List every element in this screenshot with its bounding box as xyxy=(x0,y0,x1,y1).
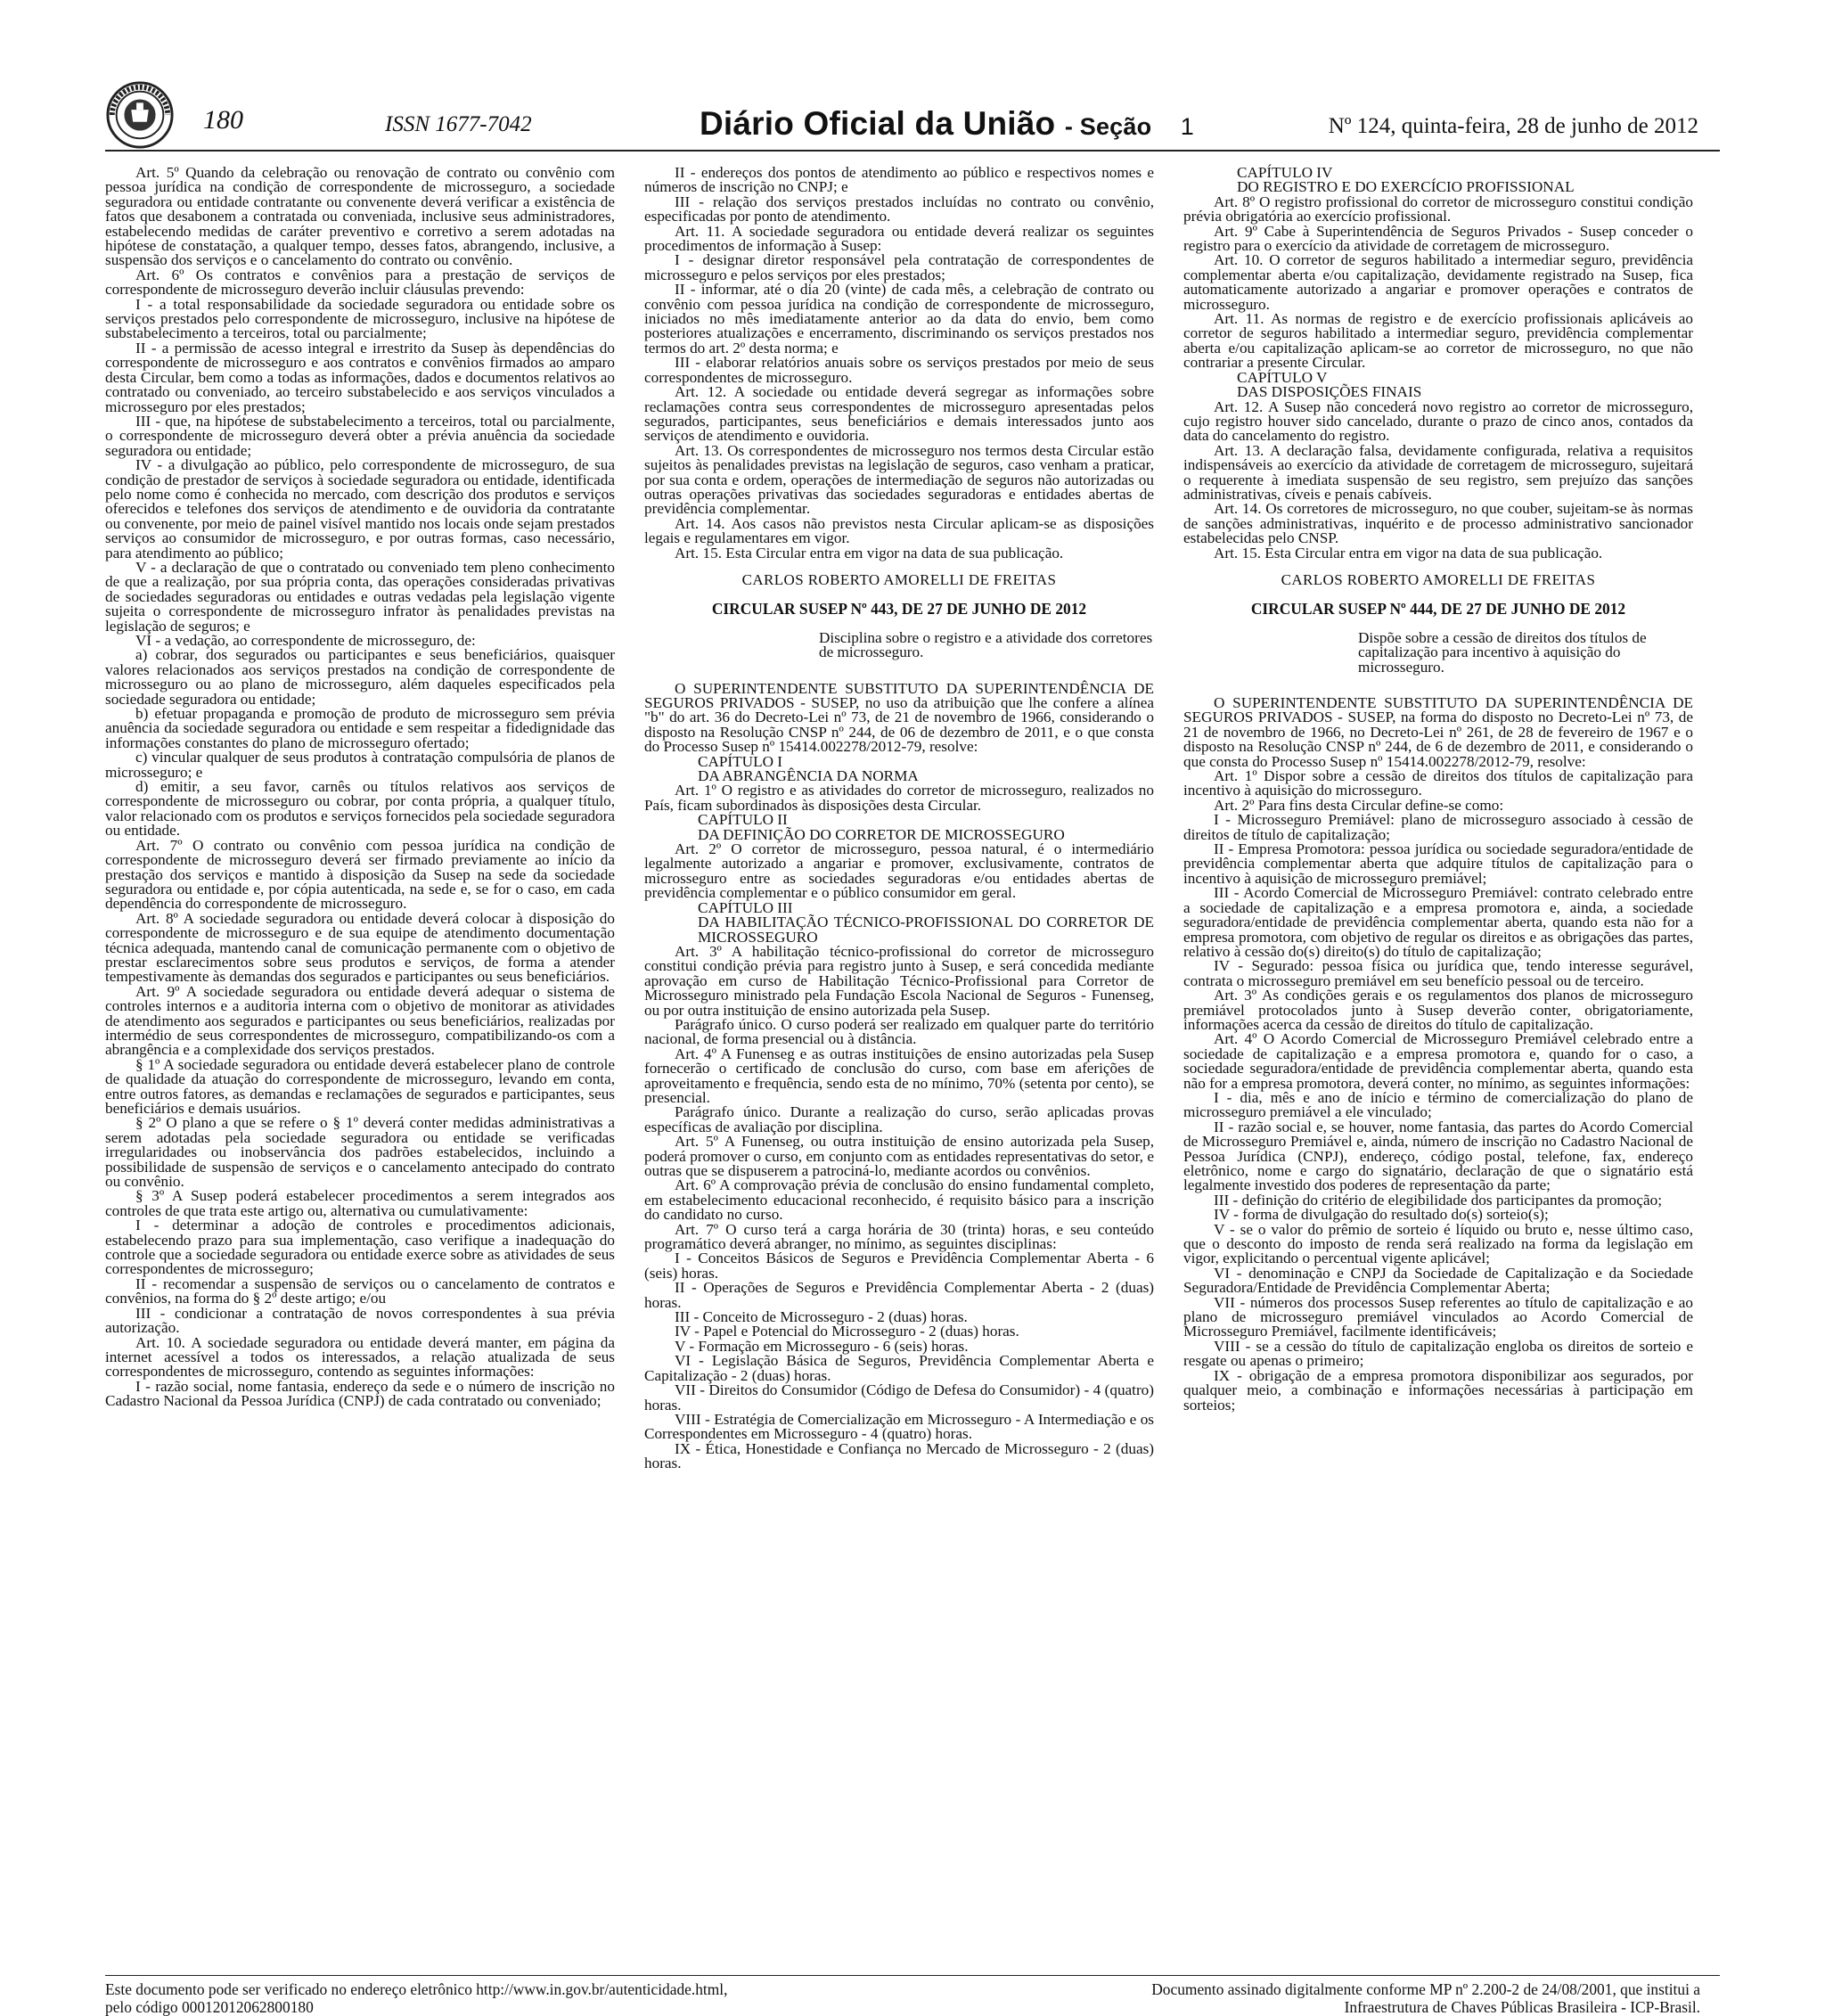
paragraph: Art. 15. Esta Circular entra em vigor na data de sua publicação. xyxy=(675,544,1064,561)
paragraph: Art. 13. A declaração falsa, devidamente configurada, relativa a requisitos indispensáveis ao exercício da atividade de corretagem de microsseguro, sujeitará o requerente à imediata suspensão de seu registro, sem prejuízo das sanções administrativas, cíveis e penais cabíveis. xyxy=(1183,441,1693,503)
chapter-heading: DO REGISTRO E DO EXERCÍCIO PROFISSIONAL xyxy=(1237,178,1575,196)
circular-444-title: CIRCULAR SUSEP Nº 444, DE 27 DE JUNHO DE 2012 xyxy=(1250,600,1626,619)
paragraph: § 3º A Susep poderá estabelecer procedimentos a serem integrados aos controles de que trata este artigo ou, alternativa ou cumulativamente: xyxy=(105,1187,615,1219)
col3-paragraphs-top xyxy=(1183,166,1693,561)
paragraph: Art. 10. O corretor de seguros habilitado a intermediar seguro, previdência complementar aberta e/ou capitalização, devidamente registrado na Susep, fica automaticamente autorizado a angariar e promover operações e contratos de microsseguro. xyxy=(1183,251,1693,313)
paragraph: § 1º A sociedade seguradora ou entidade deverá estabelecer plano de controle de qualidade da atuação do correspondente de microsseguro, levando em conta, entre outros fatores, as demandas e reclamações de segurados e participantes, seus beneficiários e demais usuários. xyxy=(105,1055,615,1117)
paragraph: IV - Segurado: pessoa física ou jurídica que, tendo interesse segurável, contrata o microsseguro premiável em seu benefício pessoal ou de terceiro. xyxy=(1183,957,1693,989)
footer-verification xyxy=(105,1980,727,2016)
paragraph: Art. 12. A sociedade ou entidade deverá segregar as informações sobre reclamações contra seus correspondentes de microsseguro apresentadas pelos segurados, participantes, seus beneficiários e demais interessados junto aos serviços de atendimento e ouvidoria. xyxy=(644,383,1154,445)
paragraph: II - Empresa Promotora: pessoa jurídica ou sociedade seguradora/entidade de previdência complementar aberta que adquire títulos de capitalização para o incentivo à aquisição de microsseguro premiável; xyxy=(1183,840,1693,887)
paragraph: III - condicionar a contratação de novos correspondentes à sua prévia autorização. xyxy=(105,1304,615,1337)
paragraph: Art. 8º O registro profissional do corretor de microsseguro constitui condição prévia obrigatória ao exercício profissional. xyxy=(1183,193,1693,225)
chapter-heading: DA ABRANGÊNCIA DA NORMA xyxy=(698,767,919,785)
paragraph: Parágrafo único. O curso poderá ser realizado em qualquer parte do território nacional, de forma presencial ou à distância. xyxy=(644,1015,1154,1048)
page-header xyxy=(0,0,1825,152)
paragraph: § 2º O plano a que se refere o § 1º deverá conter medidas administrativas a serem adotadas pela sociedade seguradora ou entidade se verificadas irregularidades ou inobservância dos padrões estabelecidos, incluindo a possibilidade de suspensão de serviços e o cancelamento antecipado do contrato ou convênio. xyxy=(105,1114,615,1191)
paragraph: d) emitir, a seu favor, carnês ou títulos relativos aos serviços de correspondente de microsseguro ou cobrar, por conta própria, a qualquer título, valor relacionado com os produtos e serviços fornecidos pela sociedade seguradora ou entidade. xyxy=(105,778,615,840)
paragraph: VII - Direitos do Consumidor (Código de Defesa do Consumidor) - 4 (quatro) horas. xyxy=(644,1381,1154,1414)
paragraph: Art. 14. Os corretores de microsseguro, no que couber, sujeitam-se às normas de sanções administrativas, inquérito e de processo administrativo sancionador estabelecidas pelo CNSP. xyxy=(1183,500,1693,547)
header-rule xyxy=(105,150,1720,152)
paragraph: II - a permissão de acesso integral e irrestrito da Susep às dependências do correspondente de microsseguro e aos contratos e convênios firmados ao amparo desta Circular, bem como a todas as informações, dados e documentos relativos ao contratado ou conveniado, ao terceiro substabelecido e aos serviços vinculados a microsseguro por eles prestados; xyxy=(105,339,615,415)
paragraph: IX - obrigação de a empresa promotora disponibilizar aos segurados, por qualquer meio, a combinação e informações necessárias à participação em sorteios; xyxy=(1183,1366,1693,1414)
imprensa-nacional-seal-icon xyxy=(105,80,175,150)
paragraph: III - Conceito de Microsseguro - 2 (duas) horas. xyxy=(675,1308,968,1326)
chapter-heading: CAPÍTULO V xyxy=(1237,368,1328,386)
paragraph: Art. 2º O corretor de microsseguro, pessoa natural, é o intermediário legalmente autorizado a angariar e promover, exclusivamente, contratos de microsseguro entre as sociedades seguradoras e/ou entidades abertas de previdência complementar e o público consumidor em geral. xyxy=(644,840,1154,902)
paragraph: VI - denominação e CNPJ da Sociedade de Capitalização e da Sociedade Seguradora/Entidade de Previdência Complementar Aberta; xyxy=(1183,1264,1693,1297)
circular-444-articles xyxy=(1183,696,1693,1413)
paragraph: Art. 5º A Funenseg, ou outra instituição de ensino autorizada pela Susep, poderá promover o curso, em conjunto com as entidades representativas do setor, e outras que se dispuserem a patrociná-lo, mediante acordos ou convênios. xyxy=(644,1133,1154,1179)
paragraph: III - relação dos serviços prestados incluídas no contrato ou convênio, especificadas por ponto de atendimento. xyxy=(644,193,1154,225)
paragraph: Art. 9º Cabe à Superintendência de Seguros Privados - Susep conceder o registro para o exercício da atividade de corretagem de microsseguro. xyxy=(1183,222,1693,255)
paragraph: Art. 2º Para fins desta Circular define-se como: xyxy=(1214,796,1504,814)
paragraph: V - a declaração de que o contratado ou conveniado tem pleno conhecimento de que a realização, por sua própria conta, das operações consideradas privativas de sociedades seguradoras ou entidades e outras vedadas pela legislação vigente sujeita o correspondente de microsseguro infrator às penalidades previstas na legislação de seguros; e xyxy=(105,558,615,635)
footer-signature-line2: Infraestrutura de Chaves Públicas Brasileira - ICP-Brasil. xyxy=(1344,1998,1700,2016)
footer-verification-code: pelo código 00012012062800180 xyxy=(105,1998,314,2016)
section-number: 1 xyxy=(1180,113,1194,140)
paragraph: a) cobrar, dos segurados ou participantes e seus beneficiários, quaisquer valores relacionados aos serviços prestados na condição de correspondente de microsseguro ou ao plano de microsseguro, além daqueles especificados pela sociedade seguradora ou entidade; xyxy=(105,646,615,708)
paragraph: III - definição do critério de elegibilidade dos participantes da promoção; xyxy=(1214,1191,1663,1209)
paragraph: IV - forma de divulgação do resultado do(s) sorteio(s); xyxy=(1214,1206,1549,1224)
paragraph: Art. 7º O contrato ou convênio com pessoa jurídica na condição de correspondente de microsseguro deverá ser firmado previamente ao início da prestação dos serviços e mantido à disposição da Susep na sede da sociedade seguradora ou entidade e, por cópia autenticada, na sede e, se for o caso, em cada dependência do correspondente de microsseguro. xyxy=(105,836,615,913)
paragraph: VII - números dos processos Susep referentes ao título de capitalização e ao plano de microsseguro premiável vinculados ao Acordo Comercial de Microsseguro Premiável, facilmente identificáveis; xyxy=(1183,1293,1693,1340)
paragraph: Art. 8º A sociedade seguradora ou entidade deverá colocar à disposição do correspondente de microsseguro e de sua equipe de atendimento documentação técnica adequada, mantendo canal de comunicação permanente com o objetivo de prestar esclarecimentos sobre seus produtos e serviços, de forma a atender tempestivamente às demandas dos segurados e participantes ou seus beneficiários. xyxy=(105,909,615,986)
paragraph: I - Microsseguro Premiável: plano de microsseguro associado à cessão de direitos de título de capitalização; xyxy=(1183,811,1693,843)
circular-443-title: CIRCULAR SUSEP Nº 443, DE 27 DE JUNHO DE 2012 xyxy=(711,600,1087,619)
paragraph: Art. 11. As normas de registro e de exercício profissionais aplicáveis ao corretor de seguros habilitado a intermediar seguro, previdência complementar aberta e/ou capitalização aplicam-se ao corretor de microsseguro, no que não contrariar a presente Circular. xyxy=(1183,310,1693,372)
paragraph: Art. 4º A Funenseg e as outras instituições de ensino autorizadas pela Susep fornecerão o certificado de conclusão do curso, com base em aferições de aproveitamento e frequência, sendo esta de no mínimo, 70% (setenta por cento), se presencial. xyxy=(644,1045,1154,1106)
chapter-heading: DA HABILITAÇÃO TÉCNICO-PROFISSIONAL DO CORRETOR DE MICROSSEGURO xyxy=(698,914,1154,946)
paragraph: III - elaborar relatórios anuais sobre os serviços prestados por meio de seus correspondentes de microsseguro. xyxy=(644,354,1154,386)
column-3 xyxy=(1183,166,1693,1413)
chapter-heading: CAPÍTULO III xyxy=(698,898,793,916)
signature-443: CARLOS ROBERTO AMORELLI DE FREITAS xyxy=(1281,570,1596,588)
paragraph: I - razão social, nome fantasia, endereço da sede e o número de inscrição no Cadastro Nacional da Pessoa Jurídica (CNPJ) de cada contratado ou conveniado; xyxy=(105,1377,615,1410)
paragraph: II - razão social e, se houver, nome fantasia, das partes do Acordo Comercial de Microsseguro Premiável e, ainda, número de inscrição no Cadastro Nacional de Pessoa Jurídica (CNPJ), endereço, código postal, telefone, fax, endereço eletrônico, nome e cargo do signatário, declaração de que o signatário está legalmente investido dos poderes de representação da parte; xyxy=(1183,1118,1693,1194)
paragraph: I - Conceitos Básicos de Seguros e Previdência Complementar Aberta - 6 (seis) horas. xyxy=(644,1250,1154,1282)
col2-paragraphs-top xyxy=(644,166,1154,561)
paragraph: II - recomendar a suspensão de serviços ou o cancelamento de contratos e convênios, na forma do § 2º deste artigo; e/ou xyxy=(105,1274,615,1307)
paragraph: IV - Papel e Potencial do Microsseguro - 2 (duas) horas. xyxy=(675,1323,1019,1340)
circular-443-ementa: Disciplina sobre o registro e a atividade dos corretores de microsseguro. xyxy=(819,628,1153,661)
section-label: - Seção xyxy=(1064,113,1152,140)
paragraph: O SUPERINTENDENTE SUBSTITUTO DA SUPERINTENDÊNCIA DE SEGUROS PRIVADOS - SUSEP, na forma do disposto no Decreto-Lei nº 73, de 21 de novembro de 1966, no Decreto-Lei nº 261, de 28 de fevereiro de 1967 e o disposto na Resolução CNSP nº 244, de 6 de dezembro de 2011, e considerando o que consta do Processo Susep nº 15414.002278/2012-79, resolve: xyxy=(1183,694,1693,770)
paragraph: II - Operações de Seguros e Previdência Complementar Aberta - 2 (duas) horas. xyxy=(644,1279,1154,1311)
footer-signature-line1: Documento assinado digitalmente conforme MP nº 2.200-2 de 24/08/2001, que institui a xyxy=(1151,1980,1700,1998)
footer-verification-url: Este documento pode ser verificado no endereço eletrônico http://www.in.gov.br/autenticidade.html, xyxy=(105,1980,728,1998)
column-1 xyxy=(105,166,615,1409)
footer-signature-note xyxy=(1151,1980,1700,2016)
paragraph: Art. 6º Os contratos e convênios para a prestação de serviços de correspondente de microsseguro deverão incluir cláusulas prevendo: xyxy=(105,266,615,299)
paragraph: IX - Ética, Honestidade e Confiança no Mercado de Microsseguro - 2 (duas) horas. xyxy=(644,1439,1154,1472)
paragraph: Art. 3º As condições gerais e os regulamentos dos planos de microsseguro premiável protocolados junto à Susep deverão conter, obrigatoriamente, informações acerca da cessão de direitos do título de capitalização. xyxy=(1183,987,1693,1033)
circular-443-articles xyxy=(644,752,1154,1472)
journal-name: Diário Oficial da União xyxy=(700,105,1056,142)
paragraph: I - a total responsabilidade da sociedade seguradora ou entidade sobre os serviços prestados pelo correspondente de microsseguro, inclusive na hipótese de substabelecimento a terceiros, total ou parcialmente; xyxy=(105,295,615,342)
paragraph: III - Acordo Comercial de Microsseguro Premiável: contrato celebrado entre a sociedade de capitalização e a empresa promotora e, ainda, a sociedade seguradora/entidade de previdência complementar aberta, quando esta não for a empresa promotora, com objetivo de regular os direitos e as obrigações das partes, relativo à cessão do(s) direito(s) do título de capitalização; xyxy=(1183,884,1693,960)
paragraph: II - endereços dos pontos de atendimento ao público e respectivos nomes e números de inscrição no CNPJ; e xyxy=(644,164,1154,196)
paragraph: VIII - Estratégia de Comercialização em Microsseguro - A Intermediação e os Correspondentes em Microsseguro - 4 (quatro) horas. xyxy=(644,1410,1154,1443)
paragraph: VI - a vedação, ao correspondente de microsseguro, de: xyxy=(135,632,476,649)
edition-info: Nº 124, quinta-feira, 28 de junho de 2012 xyxy=(1328,114,1698,138)
paragraph: Art. 11. A sociedade seguradora ou entidade deverá realizar os seguintes procedimentos de informação à Susep: xyxy=(644,222,1154,255)
paragraph: O SUPERINTENDENTE SUBSTITUTO DA SUPERINTENDÊNCIA DE SEGUROS PRIVADOS - SUSEP, no uso da atribuição que lhe confere a alínea "b" do art. 36 do Decreto-Lei nº 73, de 21 de novembro de 1966, considerando o disposto na Resolução CNSP nº 244, de 06 de dezembro de 2011, e o que consta do Processo Susep nº 15414.002278/2012-79, resolve: xyxy=(644,679,1154,756)
paragraph: Art. 10. A sociedade seguradora ou entidade deverá manter, em página da internet acessível a todos os interessados, a relação atualizada de seus correspondentes de microsseguro, contendo as seguintes informações: xyxy=(105,1333,615,1381)
paragraph: V - se o valor do prêmio de sorteio é líquido ou bruto e, nesse último caso, que o desconto do imposto de renda será realizado na forma da legislação em vigor, explicitando o percentual vigente aplicável; xyxy=(1183,1220,1693,1267)
paragraph: I - determinar a adoção de controles e procedimentos adicionais, estabelecendo prazo para sua implementação, caso verifique a inadequação do controle que a sociedade seguradora ou entidade exerce sobre as atividades de seus correspondentes de microsseguro; xyxy=(105,1217,615,1278)
paragraph: b) efetuar propaganda e promoção de produto de microsseguro sem prévia anuência da sociedade seguradora ou entidade e sem respeitar a fidedignidade das informações constantes do plano de microsseguro ofertado; xyxy=(105,705,615,751)
paragraph: Art. 9º A sociedade seguradora ou entidade deverá adequar o sistema de controles internos e a auditoria interna com o objetivo de monitorar as atividades de atendimento aos segurados e participantes ou seus beneficiários, realizadas por intermédio de seus correspondentes de microsseguro, compatibilizando-os com a abrangência e a complexidade dos serviços prestados. xyxy=(105,982,615,1059)
signature-443-preceding: CARLOS ROBERTO AMORELLI DE FREITAS xyxy=(741,570,1057,588)
paragraph: VIII - se a cessão do título de capitalização engloba os direitos de sorteio e resgate ou apenas o primeiro; xyxy=(1183,1337,1693,1370)
paragraph: I - designar diretor responsável pela contratação de correspondentes de microsseguro e pelos serviços por eles prestados; xyxy=(644,251,1154,283)
paragraph: V - Formação em Microsseguro - 6 (seis) horas. xyxy=(675,1337,969,1355)
column-2 xyxy=(644,166,1154,1471)
chapter-heading: DA DEFINIÇÃO DO CORRETOR DE MICROSSEGURO xyxy=(698,825,1065,843)
footer-rule xyxy=(105,1975,1720,1976)
paragraph: Art. 1º Dispor sobre a cessão de direitos dos títulos de capitalização para incentivo à aquisição do microsseguro. xyxy=(1183,767,1693,799)
circular-443-preamble xyxy=(644,679,1154,756)
chapter-heading: CAPÍTULO IV xyxy=(1237,164,1333,181)
paragraph: Parágrafo único. Durante a realização do curso, serão aplicadas provas específicas de avaliação por disciplina. xyxy=(644,1103,1154,1135)
page-number: 180 xyxy=(203,105,243,135)
paragraph: c) vincular qualquer de seus produtos à contratação compulsória de planos de microsseguro; e xyxy=(105,749,615,781)
paragraph: Art. 5º Quando da celebração ou renovação de contrato ou convênio com pessoa jurídica na condição de correspondente de microsseguro, a sociedade seguradora ou entidade contratante ou convenente deverá verificar a existência de fatos que desabonem a contratada ou conveniada, inclusive seus administradores, estabelecendo medidas de caráter preventivo e corretivo a serem adotadas na hipótese de constatação, a qualquer tempo, desses fatos, abrangendo, inclusive, a suspensão dos serviços e o cancelamento do contrato ou convênio. xyxy=(105,164,615,269)
paragraph: Art. 14. Aos casos não previstos nesta Circular aplicam-se as disposições legais e regulamentares em vigor. xyxy=(644,514,1154,547)
issn: ISSN 1677-7042 xyxy=(385,112,532,136)
paragraph: Art. 1º O registro e as atividades do corretor de microsseguro, realizados no País, ficam subordinados às disposições desta Circular. xyxy=(644,782,1154,814)
chapter-heading: CAPÍTULO I xyxy=(698,752,783,770)
paragraph: Art. 15. Esta Circular entra em vigor na data de sua publicação. xyxy=(1214,544,1603,561)
paragraph: Art. 3º A habilitação técnico-profissional do corretor de microsseguro constitui condição prévia para registro junto à Susep, e será concedida mediante aprovação em curso de Habilitação Técnico-Profissional para Corretor de Microsseguro ministrado pela Fundação Escola Nacional de Seguros - Funenseg, ou por outra instituição de ensino autorizada pela Susep. xyxy=(644,942,1154,1019)
paragraph: Art. 6º A comprovação prévia de conclusão do ensino fundamental completo, em estabelecimento educacional reconhecido, é requisito básico para a inscrição do candidato no curso. xyxy=(644,1176,1154,1224)
chapter-heading: DAS DISPOSIÇÕES FINAIS xyxy=(1237,383,1422,401)
paragraph: Art. 7º O curso terá a carga horária de 30 (trinta) horas, e seu conteúdo programático deverá abranger, no mínimo, as seguintes disciplinas: xyxy=(644,1220,1154,1253)
journal-title xyxy=(700,105,1194,143)
paragraph: Art. 12. A Susep não concederá novo registro ao corretor de microsseguro, cujo registro houver sido cancelado, durante o prazo de cinco anos, contados da data do cancelamento do registro. xyxy=(1183,397,1693,445)
paragraph: IV - a divulgação ao público, pelo correspondente de microsseguro, de sua condição de prestador de serviços à sociedade seguradora ou entidade, identificada pelo nome como é conhecida no mercado, com descrição dos produtos e serviços oferecidos e telefones dos serviços de atendimento e de ouvidoria da contratante ou convenente, por meio de painel visível mantido nos locais onde sejam prestados serviços ao consumidor de microsseguro, e por outras formas, caso necessário, para atendimento ao público; xyxy=(105,456,615,561)
paragraph: I - dia, mês e ano de início e término de comercialização do plano de microsseguro premiável a ele vinculado; xyxy=(1183,1088,1693,1121)
circular-444-ementa: Dispõe sobre a cessão de direitos dos títulos de capitalização para incentivo à aquisição do microsseguro. xyxy=(1358,628,1647,676)
paragraph: Art. 4º O Acordo Comercial de Microsseguro Premiável celebrado entre a sociedade de capitalização e a empresa promotora e, quando for o caso, a sociedade seguradora/entidade de previdência complementar aberta, quando esta não for a empresa promotora, deverá conter, no mínimo, as seguintes informações: xyxy=(1183,1030,1693,1092)
col1-paragraphs xyxy=(105,166,615,1409)
paragraph: Art. 13. Os correspondentes de microsseguro nos termos desta Circular estão sujeitos às penalidades previstas na legislação de seguros, caso venham a praticar, por sua conta e ordem, operações de intermediação de seguros não autorizadas ou outras operações privativas das sociedades seguradoras e entidades abertas de previdência complementar. xyxy=(644,441,1154,518)
paragraph: VI - Legislação Básica de Seguros, Previdência Complementar Aberta e Capitalização - 2 (duas) horas. xyxy=(644,1352,1154,1384)
chapter-heading: CAPÍTULO II xyxy=(698,811,788,829)
paragraph: II - informar, até o dia 20 (vinte) de cada mês, a celebração de contrato ou convênio com pessoa jurídica na condição de correspondente de microsseguro, iniciados no mês imediatamente anterior ao da data do envio, bem como posteriores atualizações e encerramento, discriminando os serviços prestados nos termos do art. 2º desta norma; e xyxy=(644,281,1154,356)
paragraph: III - que, na hipótese de substabelecimento a terceiros, total ou parcialmente, o correspondente de microsseguro deverá obter a prévia anuência da sociedade seguradora ou entidade; xyxy=(105,412,615,459)
